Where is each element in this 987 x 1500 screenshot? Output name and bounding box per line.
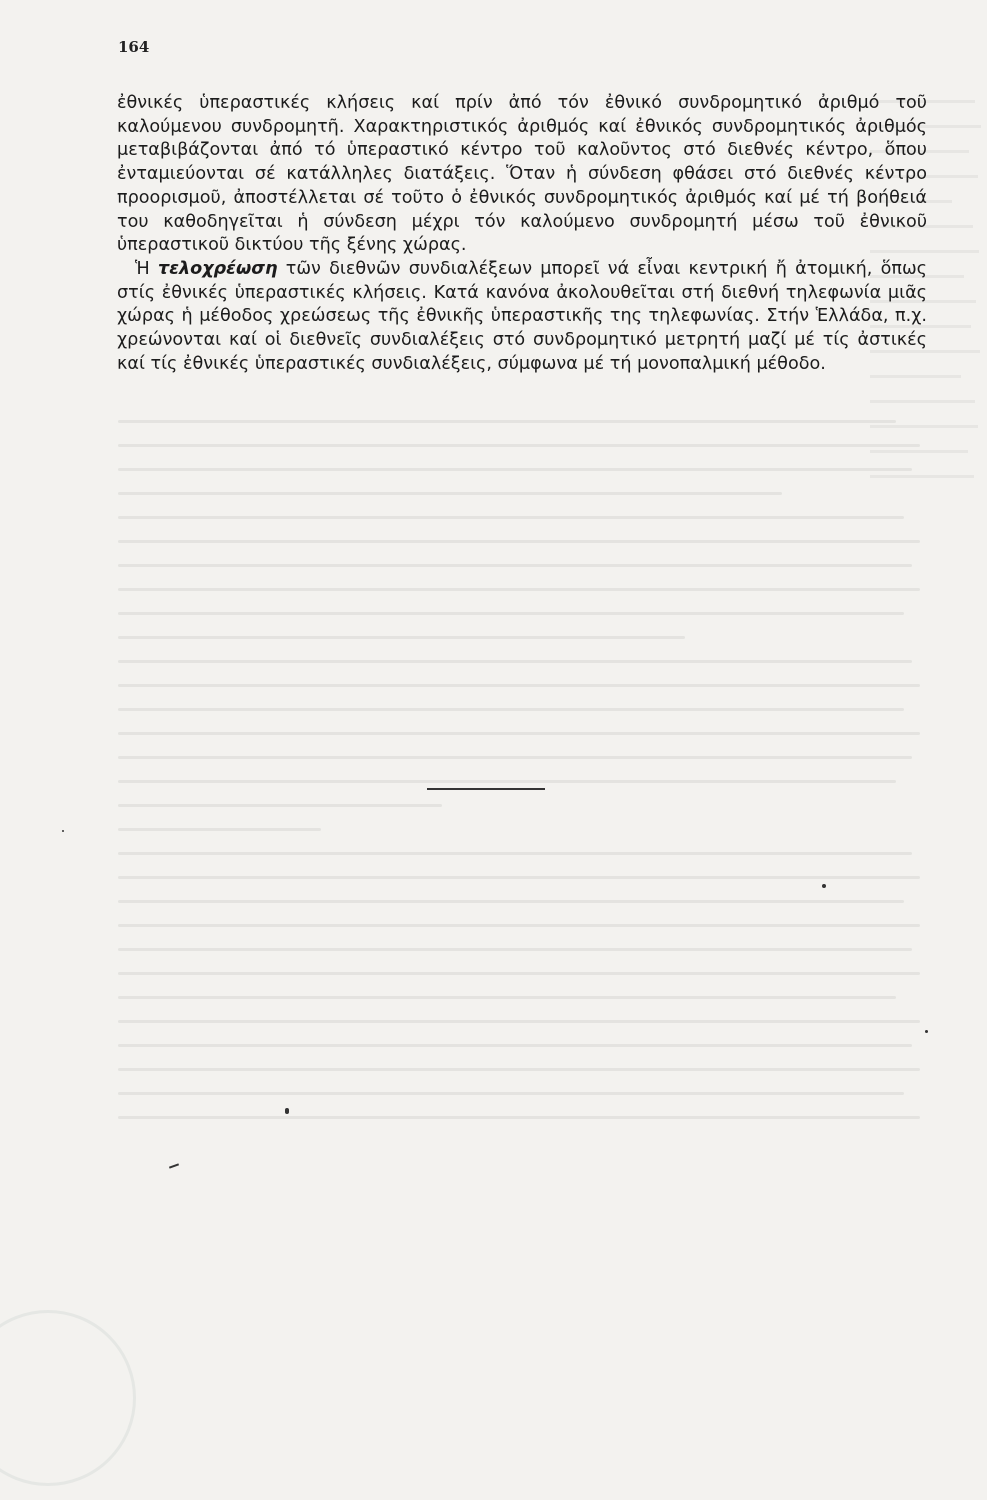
section-divider [427, 788, 545, 790]
ink-speck [925, 1030, 928, 1033]
page-number: 164 [118, 38, 150, 56]
paragraph-2-prefix: Ἡ [135, 258, 158, 279]
emphasized-term: τελοχρέωση [157, 258, 278, 279]
ink-speck [285, 1108, 289, 1114]
paragraph-2-text: τῶν διεθνῶν συνδιαλέξεων μπορεῖ νά εἶναι κεντρική ἤ ἀτομική, ὅπως στίς ἐθνικές ὑπεραστικές κλήσεις. Κατά κανόνα ἀκολουθεῖται στή διεθνή τηλεφωνία μιᾶς χώρας ἡ μέθοδος χρεώσεως τῆς ἐθνικῆς ὑπεραστικῆς της τηλεφωνίας. Στήν Ἑλλάδα, π.χ. χρεώνονται καί οἱ διεθνεῖς συνδιαλέξεις στό συνδρομητικό μετρητή μαζί μέ τίς ἀστικές καί τίς ἐθνικές ὑπεραστικές συνδιαλέξεις, σύμφωνα μέ τή μονοπαλμική μέθοδο. [117, 258, 928, 374]
library-stamp-ghost [0, 1310, 136, 1486]
ink-speck [62, 830, 64, 832]
paragraph-2 [117, 258, 927, 377]
body-text [117, 92, 927, 376]
paragraph-1: ἐθνικές ὑπεραστικές κλήσεις καί πρίν ἀπό τόν ἐθνικό συνδρομητικό ἀριθμό τοῦ καλούμενου συνδρομητῆ. Χαρακτηριστικός ἀριθμός καί ἐθνικός συνδρομητικός ἀριθμός μεταβιβάζονται ἀπό τό ὑπεραστικό κέντρο τοῦ καλοῦντος στό διεθνές κέντρο, ὅπου ἐνταμιεύονται σέ κατάλληλες διατάξεις. Ὅταν ἡ σύνδεση φθάσει στό διεθνές κέντρο προορισμοῦ, ἀποστέλλεται σέ τοῦτο ὁ ἐθνικός συνδρομητικός ἀριθμός καί μέ τή βοήθειά του καθοδηγεῖται ἡ σύνδεση μέχρι τόν καλούμενο συνδρομητή μέσω τοῦ ἐθνικοῦ ὑπεραστικοῦ δικτύου τῆς ξένης χώρας. [117, 93, 927, 256]
bleed-through-text [118, 420, 928, 1140]
ink-speck [822, 884, 826, 888]
ink-speck [169, 1163, 179, 1168]
